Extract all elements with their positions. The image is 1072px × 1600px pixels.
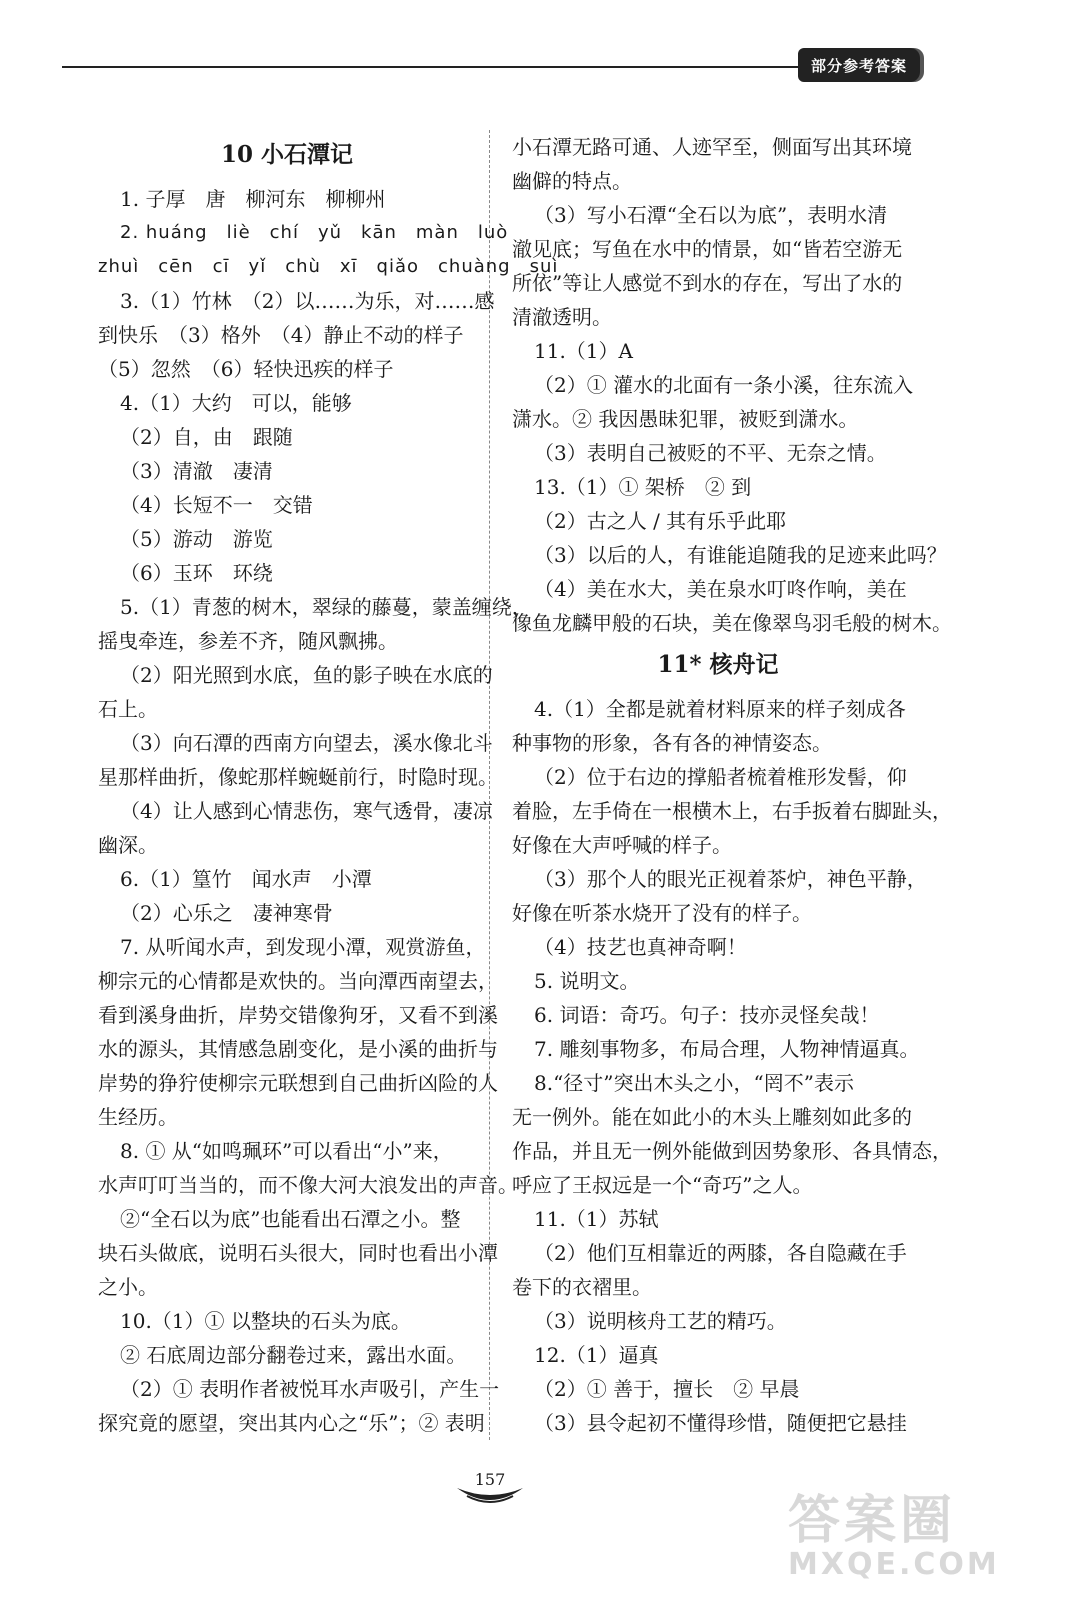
answer-line: （2）他们互相靠近的两膝，各自隐藏在手 [534, 1241, 907, 1265]
answer-line: 种事物的形象，各有各的神情姿态。 [512, 731, 832, 755]
answer-line: 6.（1）篁竹 闻水声 小潭 [120, 867, 372, 891]
answer-line: 所依”等让人感觉不到水的存在，写出了水的 [512, 271, 903, 295]
answer-line: （2）① 灌水的北面有一条小溪，往东流入 [534, 373, 914, 397]
answer-line: （2）① 善于，擅长 ② 早晨 [534, 1377, 800, 1401]
right-column [512, 130, 952, 1440]
answer-line: （5）游动 游览 [120, 527, 273, 551]
answer-line: 11.（1）A [534, 339, 633, 363]
answer-line: （3）写小石潭“全石以为底”，表明水清 [534, 203, 888, 227]
answer-line: 幽深。 [98, 833, 158, 857]
answer-line: 无一例外。能在如此小的木头上雕刻如此多的 [512, 1105, 912, 1129]
answer-line: 5.（1）青葱的树木，翠绿的藤蔓，蒙盖缠绕， [120, 595, 532, 619]
answer-line: 摇曳牵连，参差不齐，随风飘拂。 [98, 629, 398, 653]
answer-line: 岸势的狰狞使柳宗元联想到自己曲折凶险的人 [98, 1071, 498, 1095]
answer-line: （2）位于右边的撑船者梳着椎形发髻，仰 [534, 765, 907, 789]
answer-line: 好像在听茶水烧开了没有的样子。 [512, 901, 812, 925]
answer-line: ②“全石以为底”也能看出石潭之小。整 [120, 1207, 461, 1231]
answer-line: （3）说明核舟工艺的精巧。 [534, 1309, 787, 1333]
answer-line: 12.（1）逼真 [534, 1343, 659, 1367]
answer-line: 探究竟的愿望，突出其内心之“乐”；② 表明 [98, 1411, 485, 1435]
section-title: 11* 核舟记 [657, 651, 779, 678]
answer-line: 8.“径寸”突出木头之小，“罔不”表示 [534, 1071, 854, 1095]
answer-line: 卷下的衣褶里。 [512, 1275, 652, 1299]
left-column [98, 130, 559, 1440]
answer-line: （3）向石潭的西南方向望去，溪水像北斗 [120, 731, 493, 755]
answer-line: （4）技艺也真神奇啊！ [534, 935, 747, 959]
answer-line: （5）忽然 （6）轻快迅疾的样子 [98, 357, 394, 381]
answer-line: 看到溪身曲折，岸势交错像狗牙，又看不到溪 [98, 1003, 498, 1027]
answer-line: 7. 雕刻事物多，布局合理，人物神情逼真。 [534, 1037, 920, 1061]
header-rule [62, 66, 806, 68]
answer-line: （2）① 表明作者被悦耳水声吸引，产生一 [120, 1377, 500, 1401]
page-number: 157 [474, 1470, 506, 1489]
answer-line: 石上。 [98, 697, 158, 721]
answer-line: 块石头做底，说明石头很大，同时也看出小潭 [98, 1241, 498, 1265]
answer-line: 到快乐 （3）格外 （4）静止不动的样子 [98, 323, 464, 347]
pinyin-line: zhuì cēn cī yǐ chù xī qiǎo chuàng suì [98, 256, 559, 277]
answer-line: 13.（1）① 架桥 ② 到 [534, 475, 752, 499]
page-number-badge [453, 1466, 527, 1510]
answer-line: （2）阳光照到水底，鱼的影子映在水底的 [120, 663, 493, 687]
answer-line: 4.（1）大约 可以，能够 [120, 391, 352, 415]
answer-line: 柳宗元的心情都是欢快的。当向潭西南望去， [98, 969, 498, 993]
answer-line: 着脸，左手倚在一根横木上，右手扳着右脚趾头， [512, 799, 952, 823]
answer-line: 水声叮叮当当的，而不像大河大浪发出的声音。 [98, 1173, 518, 1197]
answer-line: 3.（1）竹林 （2）以……为乐，对……感 [120, 289, 495, 313]
answer-line: 生经历。 [98, 1105, 178, 1129]
answer-line: 小石潭无路可通、人迹罕至，侧面写出其环境 [512, 135, 912, 159]
answer-line: 呼应了王叔远是一个“奇巧”之人。 [512, 1173, 813, 1197]
answer-line: （3）以后的人，有谁能追随我的足迹来此吗？ [534, 543, 947, 567]
answer-line: 清澈透明。 [512, 305, 612, 329]
answer-line: （2）自，由 跟随 [120, 425, 293, 449]
answer-line: （6）玉环 环绕 [120, 561, 273, 585]
answer-line: ② 石底周边部分翻卷过来，露出水面。 [120, 1343, 467, 1367]
watermark-logo-text: 答案圈 [788, 1491, 957, 1551]
answer-line: 潇水。② 我因愚昧犯罪，被贬到潇水。 [512, 407, 859, 431]
answer-line: （2）古之人 / 其有乐乎此耶 [534, 509, 787, 533]
answer-line: 作品，并且无一例外能做到因势象形、各具情态， [512, 1139, 952, 1163]
answer-line: （3）那个人的眼光正视着茶炉，神色平静， [534, 867, 927, 891]
answer-line: 之小。 [98, 1275, 158, 1299]
answer-line: 5. 说明文。 [534, 969, 640, 993]
answer-line: 幽僻的特点。 [512, 169, 632, 193]
answer-line: 8. ① 从“如鸣珮环”可以看出“小”来， [120, 1139, 453, 1163]
answer-line: （4）让人感到心情悲伤，寒气透骨，凄凉 [120, 799, 493, 823]
answer-line: 像鱼龙麟甲般的石块，美在像翠鸟羽毛般的树木。 [512, 611, 952, 635]
answer-line: 10.（1）① 以整块的石头为底。 [120, 1309, 411, 1333]
answer-line: 6. 词语：奇巧。句子：技亦灵怪矣哉！ [534, 1003, 880, 1027]
answer-line: 1. 子厚 唐 柳河东 柳柳州 [120, 187, 386, 211]
watermark-url-text: MXQE.COM [788, 1547, 1000, 1582]
answer-line: 水的源头，其情感急剧变化，是小溪的曲折与 [98, 1037, 498, 1061]
answer-line: 7. 从听闻水声，到发现小潭，观赏游鱼， [120, 935, 486, 959]
answer-line: （3）清澈 凄清 [120, 459, 273, 483]
answer-line: （4）长短不一 交错 [120, 493, 313, 517]
section-title: 10 小石潭记 [220, 141, 353, 168]
header-section-tab: 部分参考答案 [798, 48, 920, 82]
answer-line: 星那样曲折，像蛇那样蜿蜒前行，时隐时现。 [98, 765, 498, 789]
answer-line: （2）心乐之 凄神寒骨 [120, 901, 333, 925]
pinyin-line: 2. huáng liè chí yǔ kān màn luò [120, 222, 509, 243]
answer-line: 好像在大声呼喊的样子。 [512, 833, 732, 857]
answer-line: （3）表明自己被贬的不平、无奈之情。 [534, 441, 887, 465]
answer-line: 4.（1）全都是就着材料原来的样子刻成各 [534, 697, 906, 721]
watermark-logo [788, 1478, 1058, 1590]
answer-line: （4）美在水大，美在泉水叮咚作响，美在 [534, 577, 907, 601]
answer-line: （3）县令起初不懂得珍惜，随便把它悬挂 [534, 1411, 907, 1435]
answer-line: 澈见底；写鱼在水中的情景，如“皆若空游无 [512, 237, 903, 261]
answer-line: 11.（1）苏轼 [534, 1207, 659, 1231]
